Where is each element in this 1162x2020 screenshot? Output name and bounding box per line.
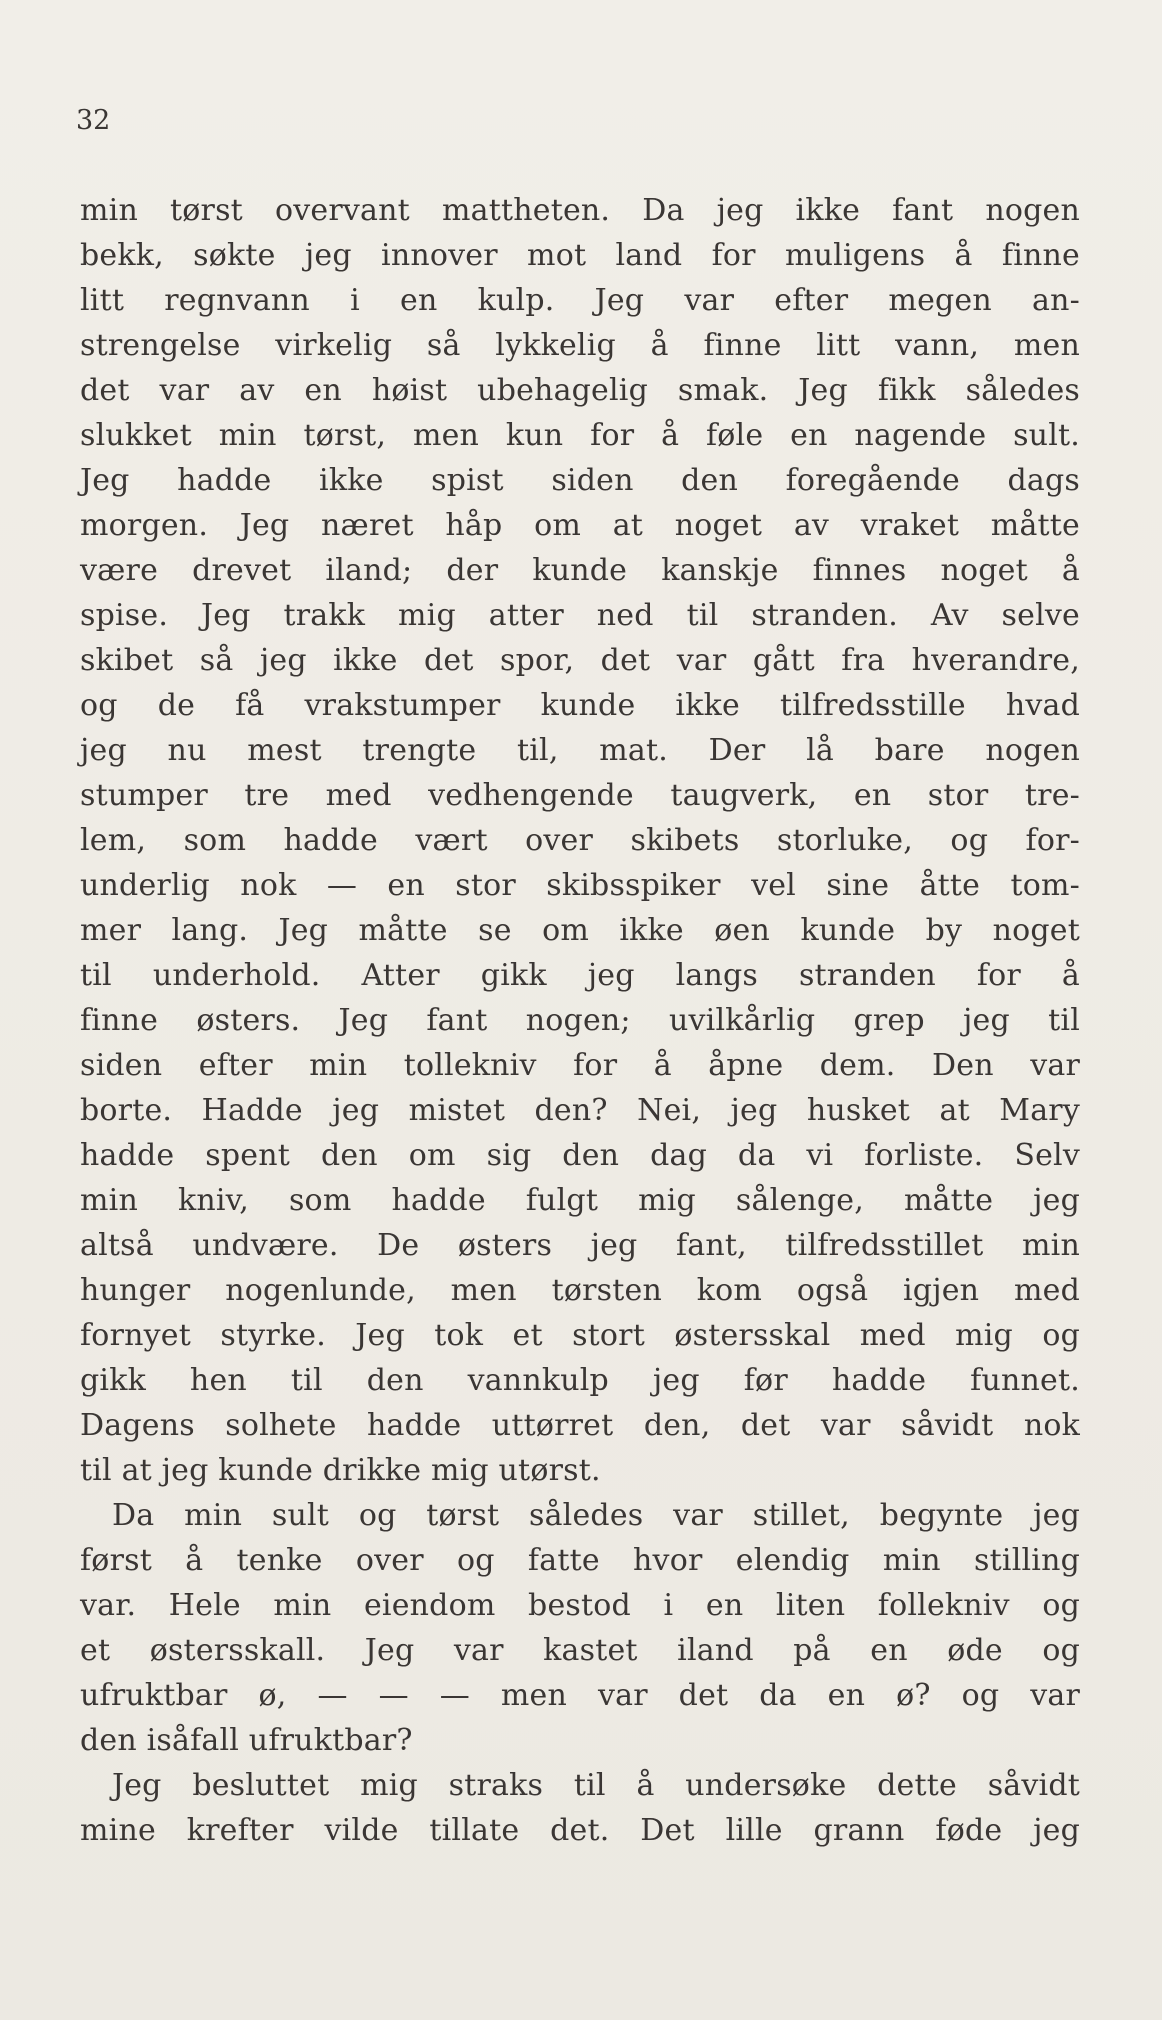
text-line: litt regnvann i en kulp. Jeg var efter megen an- (80, 283, 1080, 318)
text-line: hunger nogenlunde, men tørsten kom også igjen med (80, 1273, 1080, 1308)
text-line: min tørst overvant mattheten. Da jeg ikke fant nogen (80, 193, 1080, 228)
text-line: slukket min tørst, men kun for å føle en nagende sult. (80, 418, 1080, 453)
text-line: være drevet iland; der kunde kanskje finnes noget å (80, 553, 1080, 588)
text-line: Da min sult og tørst således var stillet, begynte jeg (112, 1498, 1080, 1533)
text-line: finne østers. Jeg fant nogen; uvilkårlig grep jeg til (80, 1003, 1080, 1038)
text-line: til at jeg kunde drikke mig utørst. (80, 1453, 601, 1488)
text-line: siden efter min tollekniv for å åpne dem. Den var (80, 1048, 1080, 1083)
text-line: det var av en høist ubehagelig smak. Jeg fikk således (80, 373, 1080, 408)
text-line: mer lang. Jeg måtte se om ikke øen kunde by noget (80, 913, 1080, 948)
text-line: jeg nu mest trengte til, mat. Der lå bare nogen (80, 733, 1080, 768)
text-line: Jeg besluttet mig straks til å undersøke dette såvidt (112, 1768, 1080, 1803)
text-line: min kniv, som hadde fulgt mig sålenge, måtte jeg (80, 1183, 1080, 1218)
text-line: skibet så jeg ikke det spor, det var gått fra hverandre, (80, 643, 1080, 678)
text-line: underlig nok — en stor skibsspiker vel sine åtte tom- (80, 868, 1080, 903)
text-line: var. Hele min eiendom bestod i en liten follekniv og (80, 1588, 1080, 1623)
text-line: et østersskall. Jeg var kastet iland på en øde og (80, 1633, 1080, 1668)
text-line: og de få vrakstumper kunde ikke tilfredsstille hvad (80, 688, 1080, 723)
page-number: 32 (76, 105, 111, 136)
text-line: gikk hen til den vannkulp jeg før hadde funnet. (80, 1363, 1080, 1398)
text-line: strengelse virkelig så lykkelig å finne litt vann, men (80, 328, 1080, 363)
text-line: borte. Hadde jeg mistet den? Nei, jeg husket at Mary (80, 1093, 1080, 1128)
text-line: spise. Jeg trakk mig atter ned til stranden. Av selve (80, 598, 1080, 633)
text-line: Jeg hadde ikke spist siden den foregående dags (80, 463, 1080, 498)
text-line: først å tenke over og fatte hvor elendig min stilling (80, 1543, 1080, 1578)
text-line: lem, som hadde vært over skibets storluke, og for- (80, 823, 1080, 858)
text-line: til underhold. Atter gikk jeg langs stranden for å (80, 958, 1080, 993)
text-line: den isåfall ufruktbar? (80, 1723, 413, 1758)
text-line: fornyet styrke. Jeg tok et stort østersskal med mig og (80, 1318, 1080, 1353)
body-text (80, 188, 1080, 1853)
text-line: mine krefter vilde tillate det. Det lille grann føde jeg (80, 1813, 1080, 1848)
text-line: bekk, søkte jeg innover mot land for muligens å finne (80, 238, 1080, 273)
text-line: hadde spent den om sig den dag da vi forliste. Selv (80, 1138, 1080, 1173)
text-line: Dagens solhete hadde uttørret den, det var såvidt nok (80, 1408, 1080, 1443)
text-line: stumper tre med vedhengende taugverk, en stor tre- (80, 778, 1080, 813)
text-line: morgen. Jeg næret håp om at noget av vraket måtte (80, 508, 1080, 543)
text-line: altså undvære. De østers jeg fant, tilfredsstillet min (80, 1228, 1080, 1263)
text-line: ufruktbar ø, — — — men var det da en ø? og var (80, 1678, 1080, 1713)
